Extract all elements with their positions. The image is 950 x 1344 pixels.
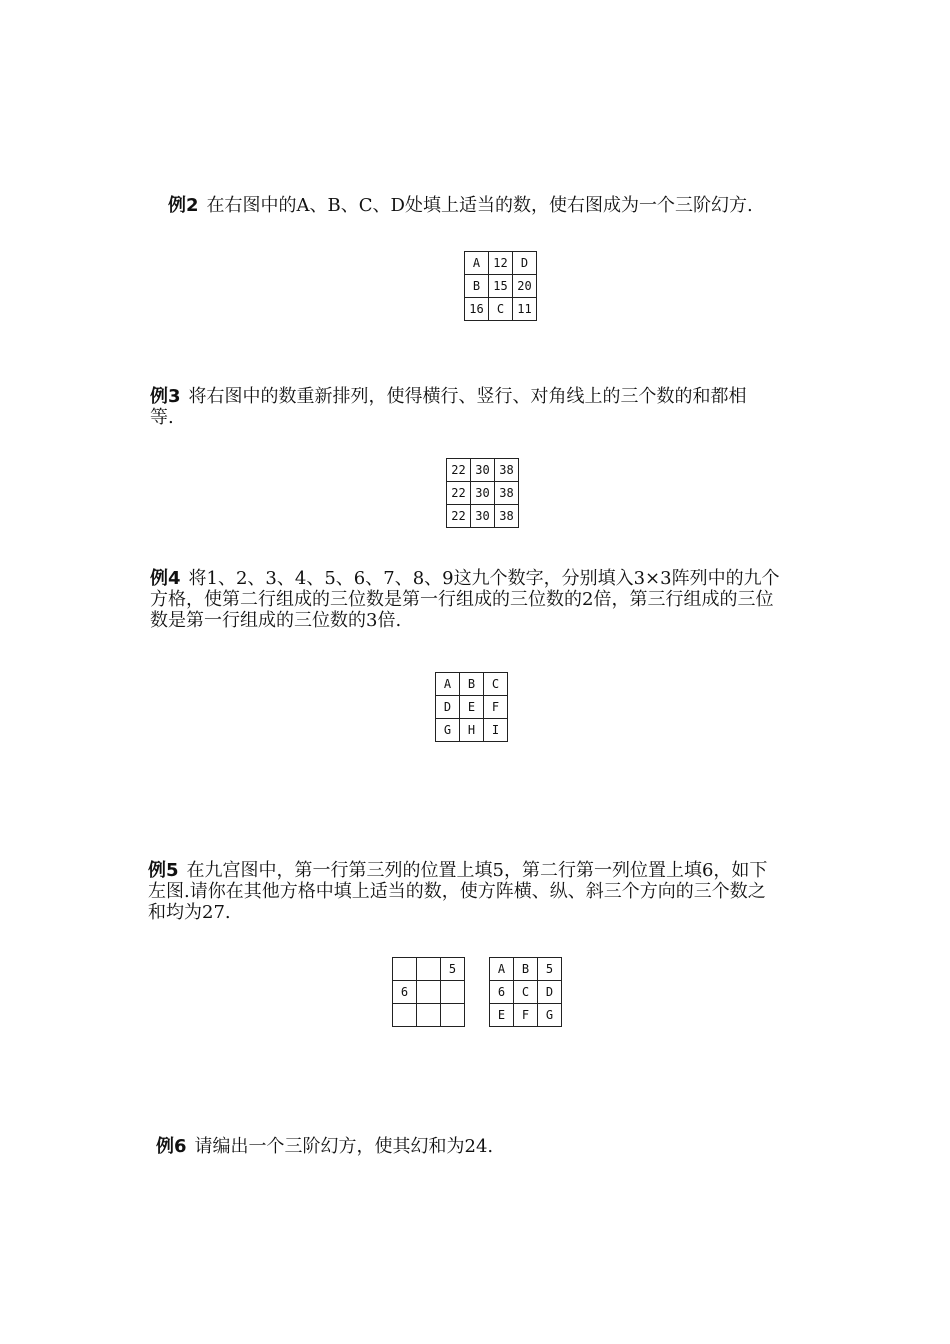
example-2-label: 例2 [168, 195, 199, 216]
grid-cell [441, 1004, 465, 1027]
grid-cell: A [436, 673, 460, 696]
grid-cell: F [514, 1004, 538, 1027]
grid-cell: G [436, 719, 460, 742]
grid-cell: 22 [447, 482, 471, 505]
grid-cell: 16 [465, 298, 489, 321]
grid-cell: H [460, 719, 484, 742]
grid-cell: D [436, 696, 460, 719]
grid-cell: E [490, 1004, 514, 1027]
example-5-text-line2: 左图.请你在其他方格中填上适当的数，使方阵横、纵、斜三个方向的三个数之 [148, 881, 766, 902]
grid-cell: 38 [495, 505, 519, 528]
grid-cell [393, 958, 417, 981]
example-6-text: 请编出一个三阶幻方，使其幻和为24. [194, 1136, 494, 1157]
example-2-grid [464, 251, 537, 321]
grid-cell: F [484, 696, 508, 719]
grid-cell: I [484, 719, 508, 742]
example-4 [150, 568, 780, 631]
grid-cell: 30 [471, 482, 495, 505]
example-3-text-line2: 等. [150, 407, 174, 428]
grid-cell: D [538, 981, 562, 1004]
grid-cell: 5 [441, 958, 465, 981]
example-6 [156, 1136, 493, 1157]
grid-cell: C [489, 298, 513, 321]
grid-cell: A [465, 252, 489, 275]
grid-cell: D [513, 252, 537, 275]
grid-cell [417, 981, 441, 1004]
example-3-grid [446, 458, 519, 528]
example-6-label: 例6 [156, 1136, 187, 1157]
example-5-text-line3: 和均为27. [148, 902, 231, 923]
grid-cell: B [465, 275, 489, 298]
grid-cell: 22 [447, 459, 471, 482]
grid-cell: 15 [489, 275, 513, 298]
example-4-label: 例4 [150, 568, 181, 589]
grid-cell: 30 [471, 505, 495, 528]
grid-cell: 5 [538, 958, 562, 981]
example-5-grid-right [489, 957, 562, 1027]
grid-cell: 12 [489, 252, 513, 275]
grid-cell: 22 [447, 505, 471, 528]
grid-cell [417, 1004, 441, 1027]
grid-cell: 30 [471, 459, 495, 482]
example-3 [150, 386, 747, 428]
grid-cell [393, 1004, 417, 1027]
grid-cell [441, 981, 465, 1004]
example-4-text-line1: 将1、2、3、4、5、6、7、8、9这九个数字，分别填入3×3阵列中的九个 [188, 568, 780, 589]
example-5 [148, 860, 767, 923]
example-5-text-line1: 在九宫图中，第一行第三列的位置上填5，第二行第一列位置上填6，如下 [186, 860, 768, 881]
example-5-label: 例5 [148, 860, 179, 881]
grid-cell: G [538, 1004, 562, 1027]
example-4-grid [435, 672, 508, 742]
grid-cell: 20 [513, 275, 537, 298]
example-5-grid-left [392, 957, 465, 1027]
example-3-text-line1: 将右图中的数重新排列，使得横行、竖行、对角线上的三个数的和都相 [188, 386, 747, 407]
grid-cell: C [484, 673, 508, 696]
grid-cell: A [490, 958, 514, 981]
example-2-text: 在右图中的A、B、C、D处填上适当的数，使右图成为一个三阶幻方. [206, 195, 753, 216]
grid-cell: B [514, 958, 538, 981]
grid-cell: 11 [513, 298, 537, 321]
grid-cell: C [514, 981, 538, 1004]
example-4-text-line2: 方格，使第二行组成的三位数是第一行组成的三位数的2倍，第三行组成的三位 [150, 589, 774, 610]
grid-cell: 6 [490, 981, 514, 1004]
grid-cell: 38 [495, 459, 519, 482]
example-3-label: 例3 [150, 386, 181, 407]
grid-cell: 38 [495, 482, 519, 505]
grid-cell: B [460, 673, 484, 696]
example-4-text-line3: 数是第一行组成的三位数的3倍. [150, 610, 402, 631]
example-2 [168, 195, 753, 216]
grid-cell [417, 958, 441, 981]
grid-cell: 6 [393, 981, 417, 1004]
grid-cell: E [460, 696, 484, 719]
